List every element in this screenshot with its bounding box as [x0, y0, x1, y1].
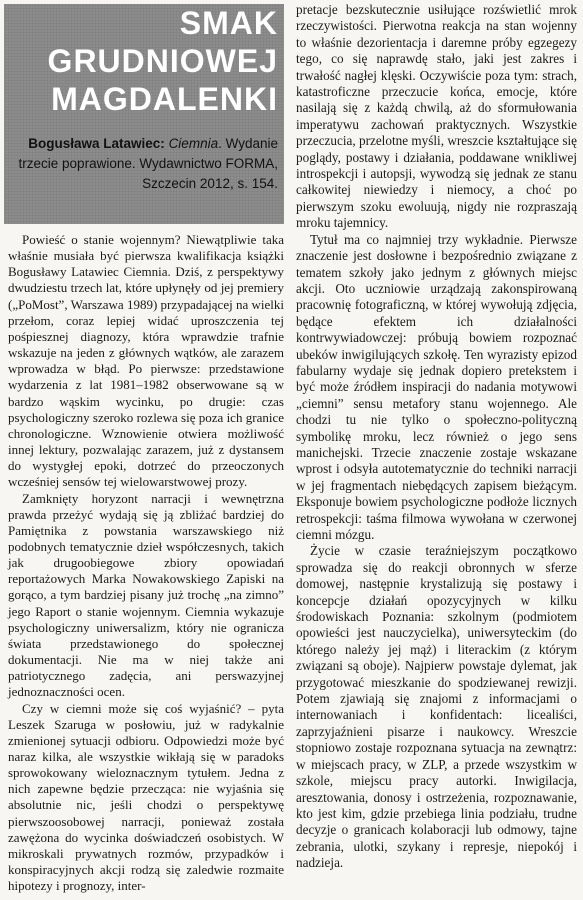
title-line: GRUDNIOWEJ — [47, 43, 278, 79]
book-credits — [16, 134, 278, 194]
book-title: Ciemnia — [168, 136, 219, 151]
credits-edition: . Wydanie — [218, 136, 278, 151]
title-line: SMAK — [179, 5, 278, 41]
paragraph: Życie w czasie teraźniejszym początkowo sprowadza się do reakcji obronnych w sferze domowej, następnie krystalizują się postawy i koncepcje działań opozycyjnych w kilku środowiskach Poznania: szkolnym (podmiotem opowieści jest nauczycielka), uniwersyteckim (do którego należy jej mąż) i literackim (z którym związani są oboje). Najpierw powstaje dylemat, jak przygotować mieszkanie do spodziewanej rewizji. Potem zjawiają się znajomi z informacjami o internowaniach i konfidentach: licealiści, zaprzyjaźnieni pisarze i naukowcy. Wreszcie stopniowo zostaje rozpoznana sytuacja na zewnątrz: w miejscach pracy, w ZLP, a przede wszystkim w szkole, miejscu pracy autorki. Inwigilacja, aresztowania, donosy i ostrzeżenia, rozpoznawanie, kto jest kim, gdzie przebiega linia podziału, trudne decyzje o granicach kolaboracji lub odmowy, tajne zebrania, ulotki, szykany i represje, niepokój i nadzieja. — [296, 543, 577, 871]
credits-line-3: Szczecin 2012, s. 154. — [142, 176, 278, 191]
credits-line-2: trzecie poprawione. Wydawnictwo FORMA, — [18, 156, 278, 171]
right-column — [296, 2, 577, 872]
title-line: MAGDALENKI — [51, 81, 278, 117]
paragraph: Powieść o stanie wojennym? Niewątpliwie taka właśnie musiała być pierwsza kwalifikacja książki Bogusławy Latawiec Ciemnia. Dziś, z perspektywy dwudziestu trzech lat, które upłynęły od jej premiery („PoMost”, Warszawa 1989) przypadającej na wielki przełom, coraz lepiej widać uproszczenia tej pośpiesznej diagnozy, która wprawdzie trafnie wskazuje na jeden z głównych wątków, ale zarazem wprowadza w błąd. Po pierwsze: przedstawione wydarzenia z lat 1981–1982 obserwowane są w bardzo wąskim wycinku, po drugie: czas psychologiczny szeroko rozlewa się poza ich granice chronologiczne. Wznowienie otwiera możliwość innej lektury, pozwalając zarazem, już z dystansem do wystygłej epoki, dotrzeć do przeoczonych wcześniej sensów tej wielowarstwowej prozy. — [8, 232, 284, 490]
paragraph: pretacje bezskutecznie usiłujące rozświetlić mrok rzeczywistości. Pierwotna reakcja na stan wojenny to właśnie dezorientacja i daremne próby egzegezy tego, co się naprawdę stało, jaki jest zakres i trwałość nagłej klęski. Oczywiście poza tym: strach, katastroficzne przeczucie końca, emocje, które nasilają się z każdą chwilą, aż do sformułowania imperatywu zachowań praktycznych. Wszystkie przeczucia, przelotne myśli, wreszcie kształtujące się poglądy, postawy i działania, poddawane wnikliwej introspekcji i autopsji, wywodzą się jednak ze stanu całkowitej niewiedzy i niemocy, a choć po pierwszym szoku ewoluują, nigdy nie rozpraszają mroku tajemnicy. — [296, 2, 577, 231]
left-column — [8, 232, 284, 894]
article-title — [18, 4, 278, 118]
paragraph: Czy w ciemni może się coś wyjaśnić? – pyta Leszek Szaruga w posłowiu, już w radykalnie zmienionej sytuacji odbioru. Odpowiedzi może być naraz kilka, ale wszystkie wikłają się w paradoks sprowokowany wieloznacznym tytułem. Jedna z nich zapewne będzie przecząca: nie wyjaśnia się absolutnie nic, jeśli chodzi o perspektywę pierwszoosobowej narracji, ponieważ została zawężona do wycinka doświadczeń osobistych. W mikroskali prywatnych rozmów, przypadków i konspiracyjnych akcji rodzą się zaledwie rozmaite hipotezy i prognozy, inter- — [8, 700, 284, 894]
paragraph: Zamknięty horyzont narracji i wewnętrzna prawda przeżyć wydają się ją zbliżać bardziej do Pamiętnika z powstania warszawskiego niż podobnych tematycznie dzieł współczesnych, takich jak drugoobiegowe zbiory opowiadań reportażowych Marka Nowakowskiego Zapiski na gorąco, a tym bardziej pisany już trochę „na zimno” jego Raport o stanie wojennym. Ciemnia wykazuje psychologiczny uniwersalizm, który nie ogranicza świata przedstawionego do społecznej dokumentacji. Nie ma w niej także ani patriotycznego zadęcia, ani perswazyjnej jednoznaczności ocen. — [8, 490, 284, 700]
credits-line-1 — [16, 134, 278, 154]
paragraph: Tytuł ma co najmniej trzy wykładnie. Pierwsze znaczenie jest dosłowne i bezpośrednio związane z tematem szkoły jako jednym z głównych miejsc akcji. Oto uczniowie urządzają zakonspirowaną pracownię fotograficzną, w której wywołują zdjęcia, będące efektem ich działalności kontrwywiadowczej: próbują bowiem rozpoznać ubeków inwigilujących szkołę. Ten wyrazisty epizod fabularny wydaje się jednak dopiero pretekstem i być może źródłem inspiracji do nadania motywowi „ciemni” sensu metafory stanu wojennego. Ale chodzi tu nie tylko o społeczno-polityczną symbolikę mroku, lecz również o jego sens manichejski. Trzecie znaczenie zostaje wskazane wprost i odsyła autotematycznie do techniki narracji w jej fragmentach niebędących zapisem bieżącym. Eksponuje bowiem psychologiczne podłoże licznych retrospekcji: taśma filmowa wywołana w czerwonej ciemni mózgu. — [296, 231, 577, 542]
title-block — [4, 4, 284, 224]
book-author: Bogusława Latawiec: — [28, 136, 165, 151]
